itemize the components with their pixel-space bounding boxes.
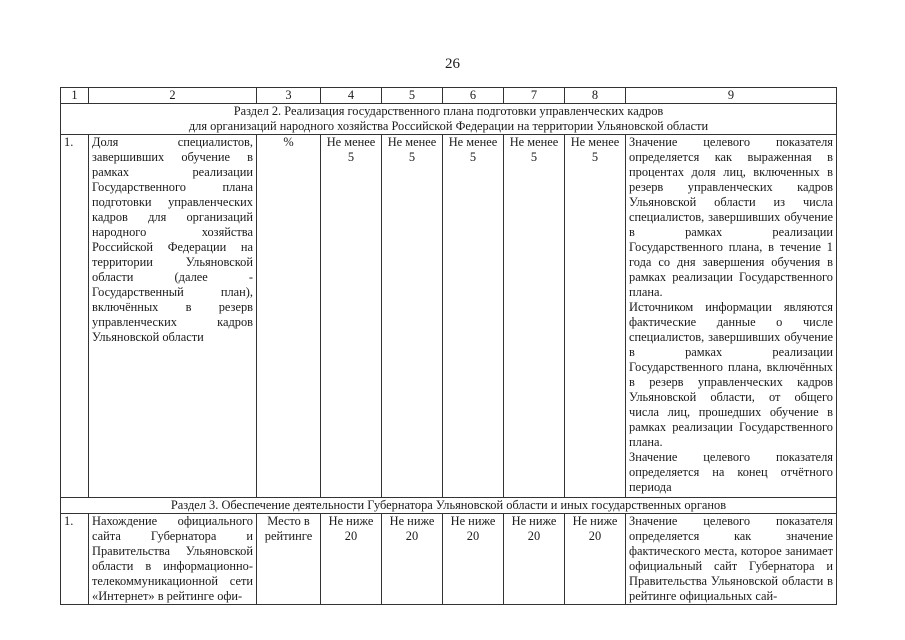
- column-numbers-row: [61, 88, 837, 104]
- value-cell-4: Не ниже 20: [321, 514, 382, 605]
- section-2-title-line1: Раздел 2. Реализация государственного плана подготовки управленческих кадров: [233, 104, 664, 118]
- value-cell-5: Не ниже 20: [382, 514, 443, 605]
- page-number: 26: [445, 56, 460, 72]
- row-number: 1.: [61, 514, 89, 605]
- unit-cell: Место в рейтинге: [257, 514, 321, 605]
- section-3-title: Раздел 3. Обеспечение деятельности Губернатора Ульяновской области и иных государственных органов: [61, 498, 837, 514]
- column-header: 1: [61, 88, 89, 104]
- column-header: 7: [504, 88, 565, 104]
- column-header: 4: [321, 88, 382, 104]
- row-number: 1.: [61, 135, 89, 498]
- description-paragraph-1: Значение целевого показателя определяется как выраженная в процентах доля лиц, включенных в резерв управленческих кадров Ульяновской области из числа специалистов, завершивших обучение в рамках реализации Государственного плана, в течение 1 года со дня завершения обучения в рамках реализации Государственного плана.: [629, 135, 833, 299]
- column-header: 9: [626, 88, 837, 104]
- column-header: 3: [257, 88, 321, 104]
- column-header: 8: [565, 88, 626, 104]
- value-cell-7: Не ниже 20: [504, 514, 565, 605]
- description-paragraph-3: Значение целевого показателя определяется на конец отчётного периода: [629, 450, 833, 494]
- value-cell-4: Не менее 5: [321, 135, 382, 498]
- description-paragraph-2: Источником информации являются фактические данные о числе специалистов, завершивших обучение в рамках реализации Государственного плана, включённых в резерв управленческих кадров Ульяновской области, от общего числа лиц, прошедших обучение в рамках реализации Государственного плана.: [629, 300, 833, 449]
- column-header: 6: [443, 88, 504, 104]
- value-cell-7: Не менее 5: [504, 135, 565, 498]
- indicator-name: Нахождение официального сайта Губернатора и Правительства Ульяновской области в информационно-телекоммуникационной сети «Интернет» в рейтинге офи-: [89, 514, 257, 605]
- indicator-description: [626, 135, 837, 498]
- value-cell-8: Не менее 5: [565, 135, 626, 498]
- unit-cell: %: [257, 135, 321, 498]
- value-cell-6: Не ниже 20: [443, 514, 504, 605]
- section-2-title-line2: для организаций народного хозяйства Российской Федерации на территории Ульяновской области: [188, 119, 709, 133]
- indicators-table: [60, 87, 837, 605]
- section-3-row: [61, 498, 837, 514]
- section-2-row: [61, 104, 837, 135]
- value-cell-5: Не менее 5: [382, 135, 443, 498]
- table-row: [61, 135, 837, 498]
- table-row: [61, 514, 837, 605]
- value-cell-6: Не менее 5: [443, 135, 504, 498]
- value-cell-8: Не ниже 20: [565, 514, 626, 605]
- column-header: 2: [89, 88, 257, 104]
- section-2-title: [61, 104, 837, 135]
- column-header: 5: [382, 88, 443, 104]
- indicator-description: Значение целевого показателя определяется как значение фактического места, которое занимает официальный сайт Губернатора и Правительства Ульяновской области в рейтинге официальных сай-: [626, 514, 837, 605]
- indicator-name: Доля специалистов, завершивших обучение в рамках реализации Государственного плана подготовки управленческих кадров для организаций народного хозяйства Российской Федерации на территории Ульяновской области (далее - Государственный план), включённых в резерв управленческих кадров Ульяновской области: [89, 135, 257, 498]
